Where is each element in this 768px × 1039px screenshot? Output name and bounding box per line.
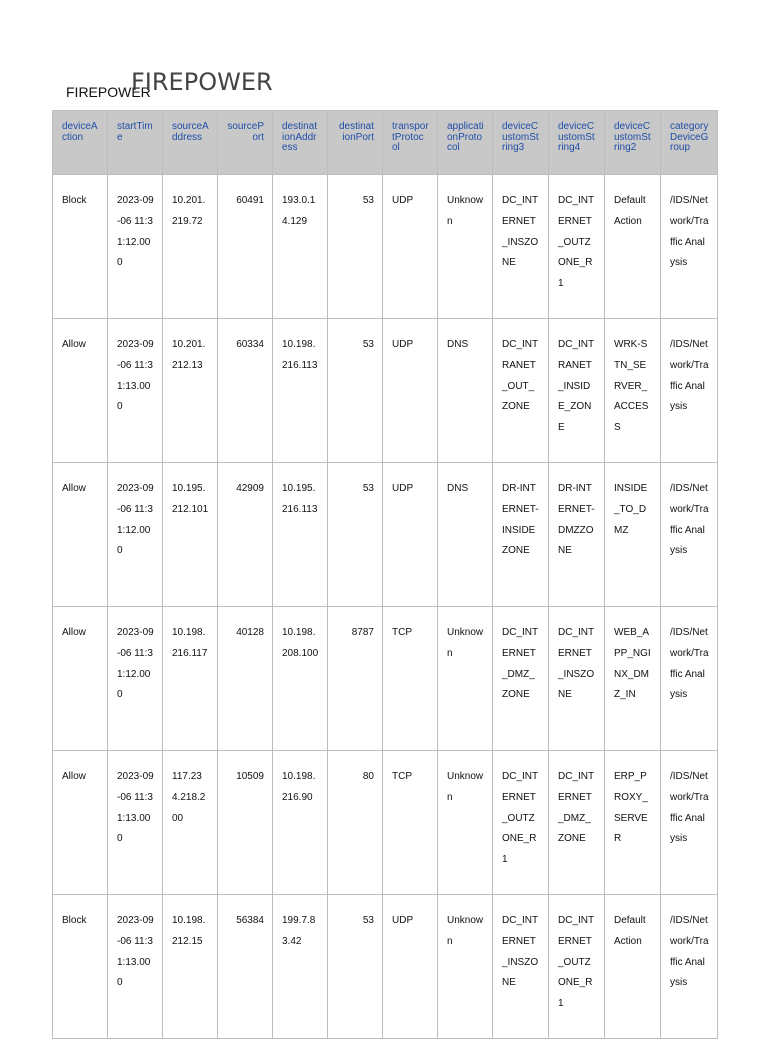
- table-cell: Allow: [53, 319, 108, 463]
- table-cell: 10.195.212.101: [163, 463, 218, 607]
- column-header: startTi​me: [108, 111, 163, 175]
- column-header: applicat​ionProt​ocol: [438, 111, 493, 175]
- table-cell: 10.201.212.13: [163, 319, 218, 463]
- table-cell: TCP: [383, 751, 438, 895]
- table-cell: DC_INTERNET_OUTZONE_R1: [549, 175, 605, 319]
- table-cell: Unknown: [438, 607, 493, 751]
- table-cell: 53: [328, 895, 383, 1039]
- table-cell: DC_INTERNET_OUTZONE_R1: [493, 751, 549, 895]
- table-cell: 10.195.216.113: [273, 463, 328, 607]
- table-cell: /IDS/Network/Traffic Analysis: [661, 895, 718, 1039]
- table-cell: 53: [328, 463, 383, 607]
- column-header: transpo​rtProtoc​ol: [383, 111, 438, 175]
- table-header-row: [53, 111, 718, 175]
- table-cell: 80: [328, 751, 383, 895]
- table-cell: UDP: [383, 319, 438, 463]
- table-cell: UDP: [383, 895, 438, 1039]
- table-cell: 10.198.216.117: [163, 607, 218, 751]
- column-header: device​Action: [53, 111, 108, 175]
- table-cell: 2023-09-06 11:31:13.000: [108, 319, 163, 463]
- table-cell: INSIDE_TO_DMZ: [605, 463, 661, 607]
- table-cell: WEB_APP_NGINX_DMZ_IN: [605, 607, 661, 751]
- table-cell: 2023-09-06 11:31:12.000: [108, 607, 163, 751]
- table-cell: 42909: [218, 463, 273, 607]
- table-cell: DC_INTERNET_OUTZONE_R1: [549, 895, 605, 1039]
- table-cell: /IDS/Network/Traffic Analysis: [661, 463, 718, 607]
- table-cell: DR-INTERNET-DMZZONE: [549, 463, 605, 607]
- table-cell: /IDS/Network/Traffic Analysis: [661, 175, 718, 319]
- table-cell: Default Action: [605, 175, 661, 319]
- table-cell: DC_INTERNET_INSZONE: [549, 607, 605, 751]
- table-cell: DC_INTERNET_DMZ_ZONE: [549, 751, 605, 895]
- table-cell: 8787: [328, 607, 383, 751]
- table-cell: DR-INTERNET-INSIDEZONE: [493, 463, 549, 607]
- table-cell: 40128: [218, 607, 273, 751]
- column-header: categor​yDevic​eGroup: [661, 111, 718, 175]
- table-cell: Allow: [53, 607, 108, 751]
- table-cell: UDP: [383, 175, 438, 319]
- table-row: [53, 175, 718, 319]
- table-cell: Unknown: [438, 751, 493, 895]
- table-cell: ERP_PROXY_SERVER: [605, 751, 661, 895]
- event-table: [52, 110, 718, 1039]
- table-cell: 10.198.212.15: [163, 895, 218, 1039]
- table-row: [53, 895, 718, 1039]
- report-title-large: FIREPOWER: [131, 68, 273, 96]
- table-cell: 2023-09-06 11:31:12.000: [108, 175, 163, 319]
- table-cell: 10.198.216.90: [273, 751, 328, 895]
- table-cell: DC_INTERNET_DMZ_ZONE: [493, 607, 549, 751]
- table-cell: Allow: [53, 463, 108, 607]
- table-cell: DC_INTRANET_INSIDE_ZONE: [549, 319, 605, 463]
- column-header: device​Custom​String3: [493, 111, 549, 175]
- table-cell: Block: [53, 175, 108, 319]
- table-cell: WRK-STN_SERVER_ACCESS: [605, 319, 661, 463]
- column-header: source​Addres​s: [163, 111, 218, 175]
- column-header: destinat​ionAddr​ess: [273, 111, 328, 175]
- table-cell: DC_INTERNET_INSZONE: [493, 895, 549, 1039]
- column-header: destinat​ionPort: [328, 111, 383, 175]
- table-cell: 10.201.219.72: [163, 175, 218, 319]
- table-cell: 53: [328, 319, 383, 463]
- table-body: [53, 175, 718, 1039]
- table-row: [53, 751, 718, 895]
- table-cell: Default Action: [605, 895, 661, 1039]
- table-cell: TCP: [383, 607, 438, 751]
- table-cell: 2023-09-06 11:31:13.000: [108, 751, 163, 895]
- table-cell: DNS: [438, 319, 493, 463]
- column-header: device​Custom​String4: [549, 111, 605, 175]
- table-cell: 193.0.14.129: [273, 175, 328, 319]
- table-cell: DC_INTRANET_OUT_ZONE: [493, 319, 549, 463]
- table-cell: 10.198.208.100: [273, 607, 328, 751]
- table-cell: 10.198.216.113: [273, 319, 328, 463]
- report-title-small: FIREPOWER: [66, 84, 151, 100]
- table-row: [53, 319, 718, 463]
- table-row: [53, 463, 718, 607]
- table-cell: 2023-09-06 11:31:13.000: [108, 895, 163, 1039]
- table-cell: 60334: [218, 319, 273, 463]
- table-cell: DC_INTERNET_INSZONE: [493, 175, 549, 319]
- table-cell: 117.234.218.200: [163, 751, 218, 895]
- table-cell: /IDS/Network/Traffic Analysis: [661, 751, 718, 895]
- table-cell: 199.7.83.42: [273, 895, 328, 1039]
- column-header: source​Port: [218, 111, 273, 175]
- table-cell: 2023-09-06 11:31:12.000: [108, 463, 163, 607]
- table-cell: 10509: [218, 751, 273, 895]
- table-cell: DNS: [438, 463, 493, 607]
- table-cell: Unknown: [438, 895, 493, 1039]
- table-cell: /IDS/Network/Traffic Analysis: [661, 319, 718, 463]
- table-cell: Unknown: [438, 175, 493, 319]
- column-header: device​Custom​String2: [605, 111, 661, 175]
- table-cell: 56384: [218, 895, 273, 1039]
- table-cell: Block: [53, 895, 108, 1039]
- table-cell: 53: [328, 175, 383, 319]
- table-row: [53, 607, 718, 751]
- table-cell: UDP: [383, 463, 438, 607]
- table-cell: 60491: [218, 175, 273, 319]
- table-cell: /IDS/Network/Traffic Analysis: [661, 607, 718, 751]
- table-cell: Allow: [53, 751, 108, 895]
